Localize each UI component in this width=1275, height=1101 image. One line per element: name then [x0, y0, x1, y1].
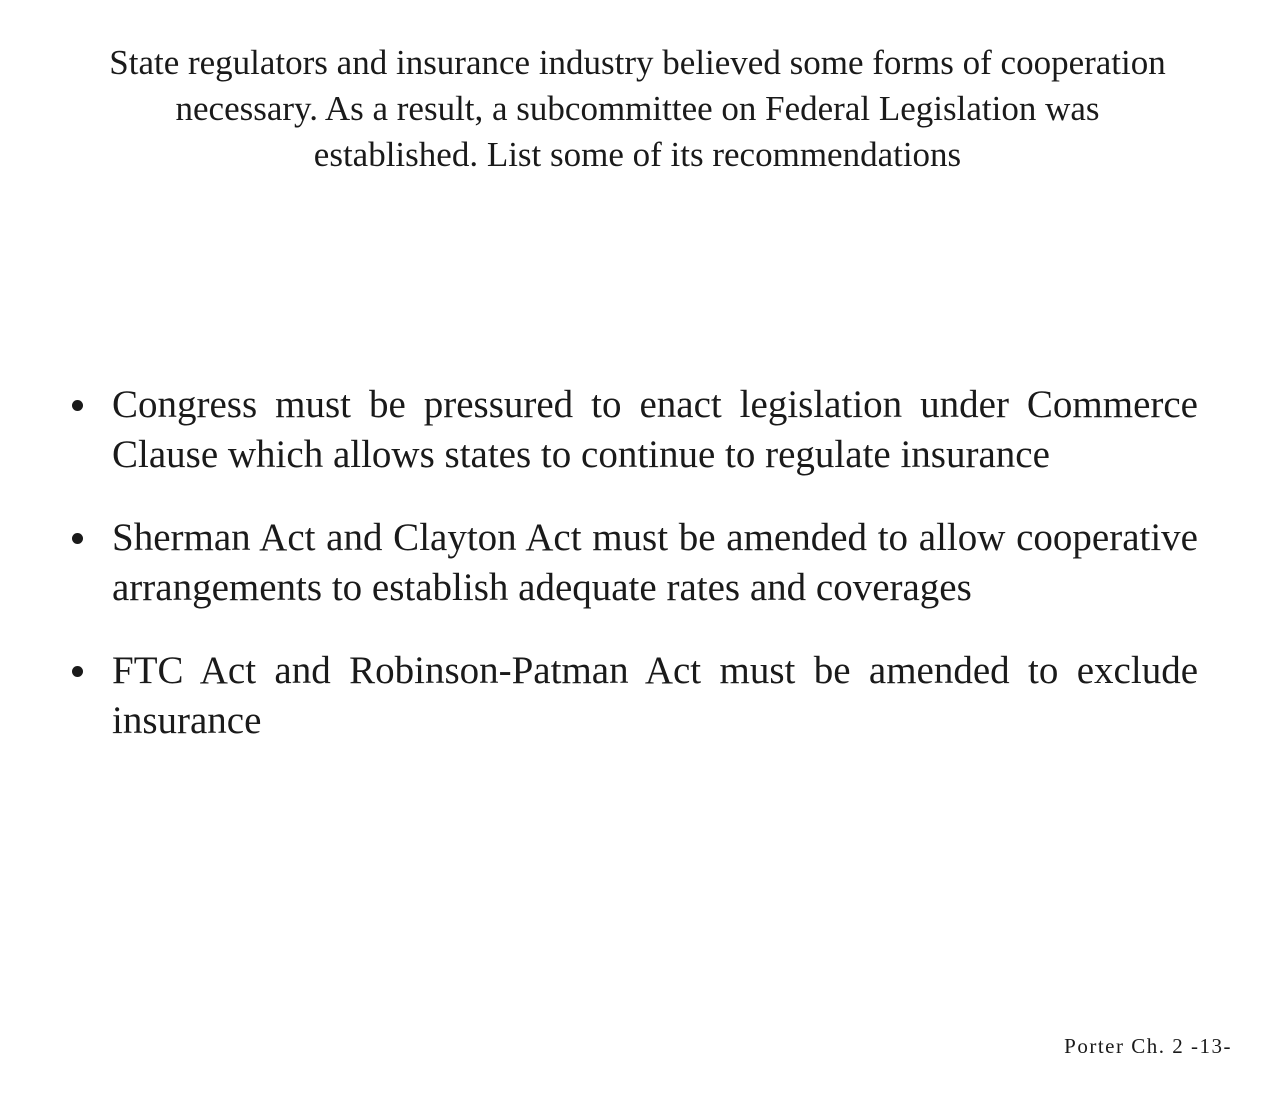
bullet-dot-icon — [72, 666, 83, 677]
bullet-dot-icon — [72, 533, 83, 544]
list-item-text: Congress must be pressured to enact legislation under Commerce Clause which allows states to continue to regulate insurance — [112, 383, 1198, 476]
heading-line: necessary. As a result, a subcommittee on Federal Legislation was — [175, 89, 1100, 128]
recommendations-list — [68, 380, 1198, 779]
list-item-text: Sherman Act and Clayton Act must be amended to allow cooperative arrangements to establish adequate rates and coverages — [112, 516, 1198, 609]
heading-line: State regulators and insurance industry believed some forms of cooperation — [109, 43, 1166, 82]
list-item-text: FTC Act and Robinson-Patman Act must be amended to exclude insurance — [112, 649, 1198, 742]
list-item — [68, 380, 1198, 480]
page-footer: Porter Ch. 2 -13- — [1064, 1034, 1232, 1058]
list-item — [68, 513, 1198, 613]
bullet-dot-icon — [72, 400, 83, 411]
slide-heading — [0, 40, 1275, 178]
list-item — [68, 646, 1198, 746]
heading-line: established. List some of its recommendations — [313, 135, 962, 174]
